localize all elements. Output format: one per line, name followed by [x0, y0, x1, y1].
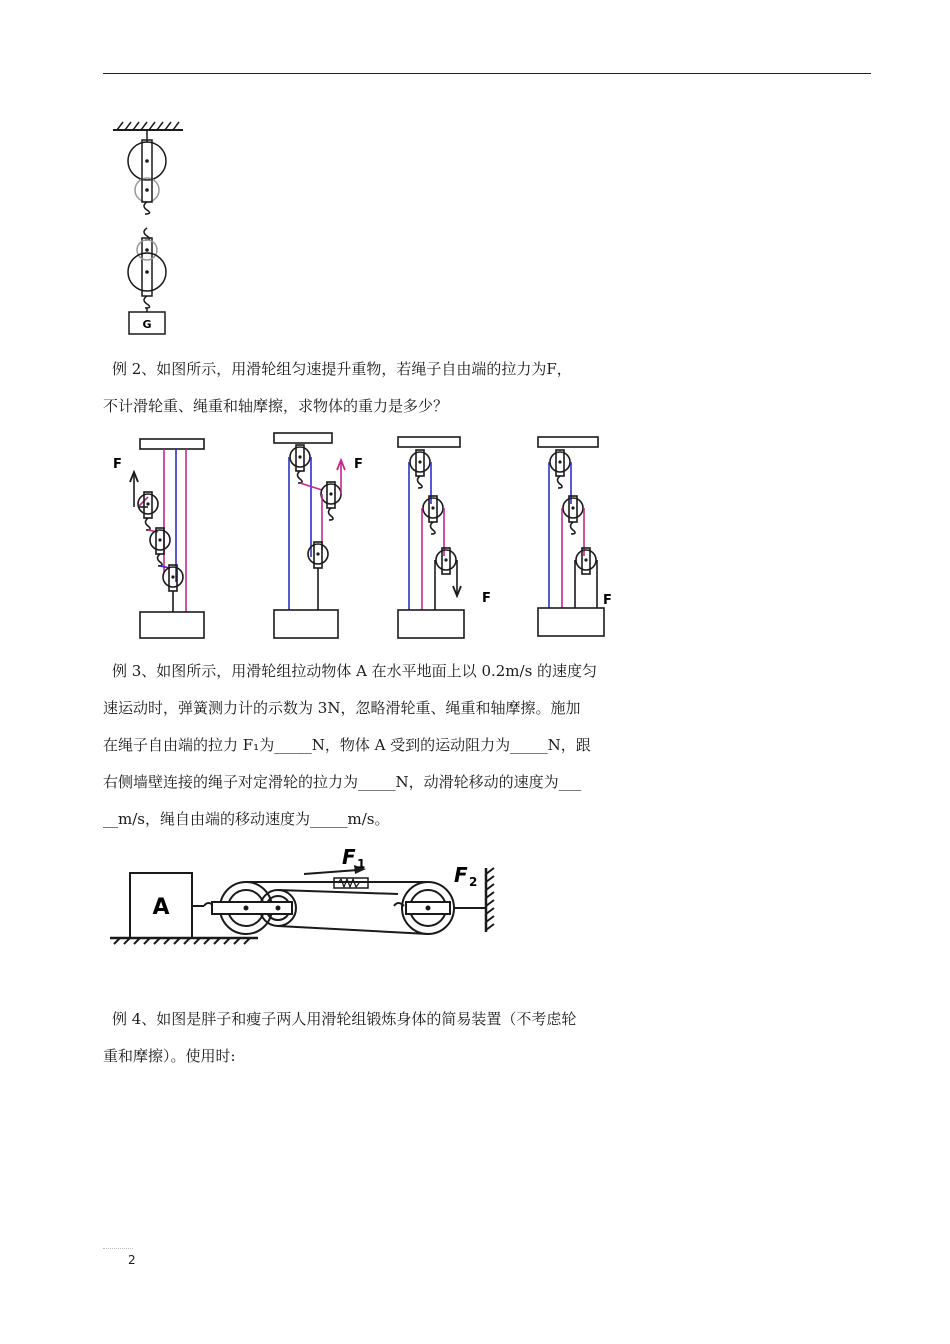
figure-3-horizontal-pulley	[108, 840, 508, 950]
example-3-text: 例 3、如图所示，用滑轮组拉动物体 A 在水平地面上以 0.2m/s 的速度匀 速运动时，弹簧测力计的示数为 3N，忽略滑轮重、绳重和轴摩擦。施加 在绳子自由端的拉力 F₁为_____N，物体 A 受到的运动阻力为_____N，跟 右侧墙壁连接的绳子对定滑轮的拉力为_____N，动滑轮移动的速度为___ __m/s，绳自由端的移动速度为_____m/s。	[103, 662, 598, 828]
force-label-2: F	[354, 457, 363, 472]
force-label-f2: F	[454, 863, 468, 887]
figure-2-pulley-systems	[108, 432, 618, 642]
page-number: 2	[128, 1253, 136, 1267]
force-label-f2-sub: 2	[469, 875, 478, 889]
block-label-a: A	[152, 895, 170, 920]
force-label-f1: F	[342, 845, 356, 869]
block-label-g: G	[142, 318, 152, 331]
header-rule	[103, 73, 871, 74]
force-label-1: F	[113, 457, 122, 472]
force-label-f1-sub: 1	[357, 857, 366, 871]
force-label-4: F	[603, 593, 612, 608]
force-label-3: F	[482, 591, 491, 606]
example-2-text: 例 2、如图所示，用滑轮组匀速提升重物，若绳子自由端的拉力为F， 不计滑轮重、绳重和轴摩擦，求物体的重力是多少？	[103, 360, 572, 415]
figure-1-pulley-blocks	[105, 118, 205, 340]
example-4-text: 例 4、如图是胖子和瘦子两人用滑轮组锻炼身体的简易装置（不考虑轮 重和摩擦）。使用时:	[103, 1010, 577, 1065]
footer-rule	[103, 1248, 133, 1249]
